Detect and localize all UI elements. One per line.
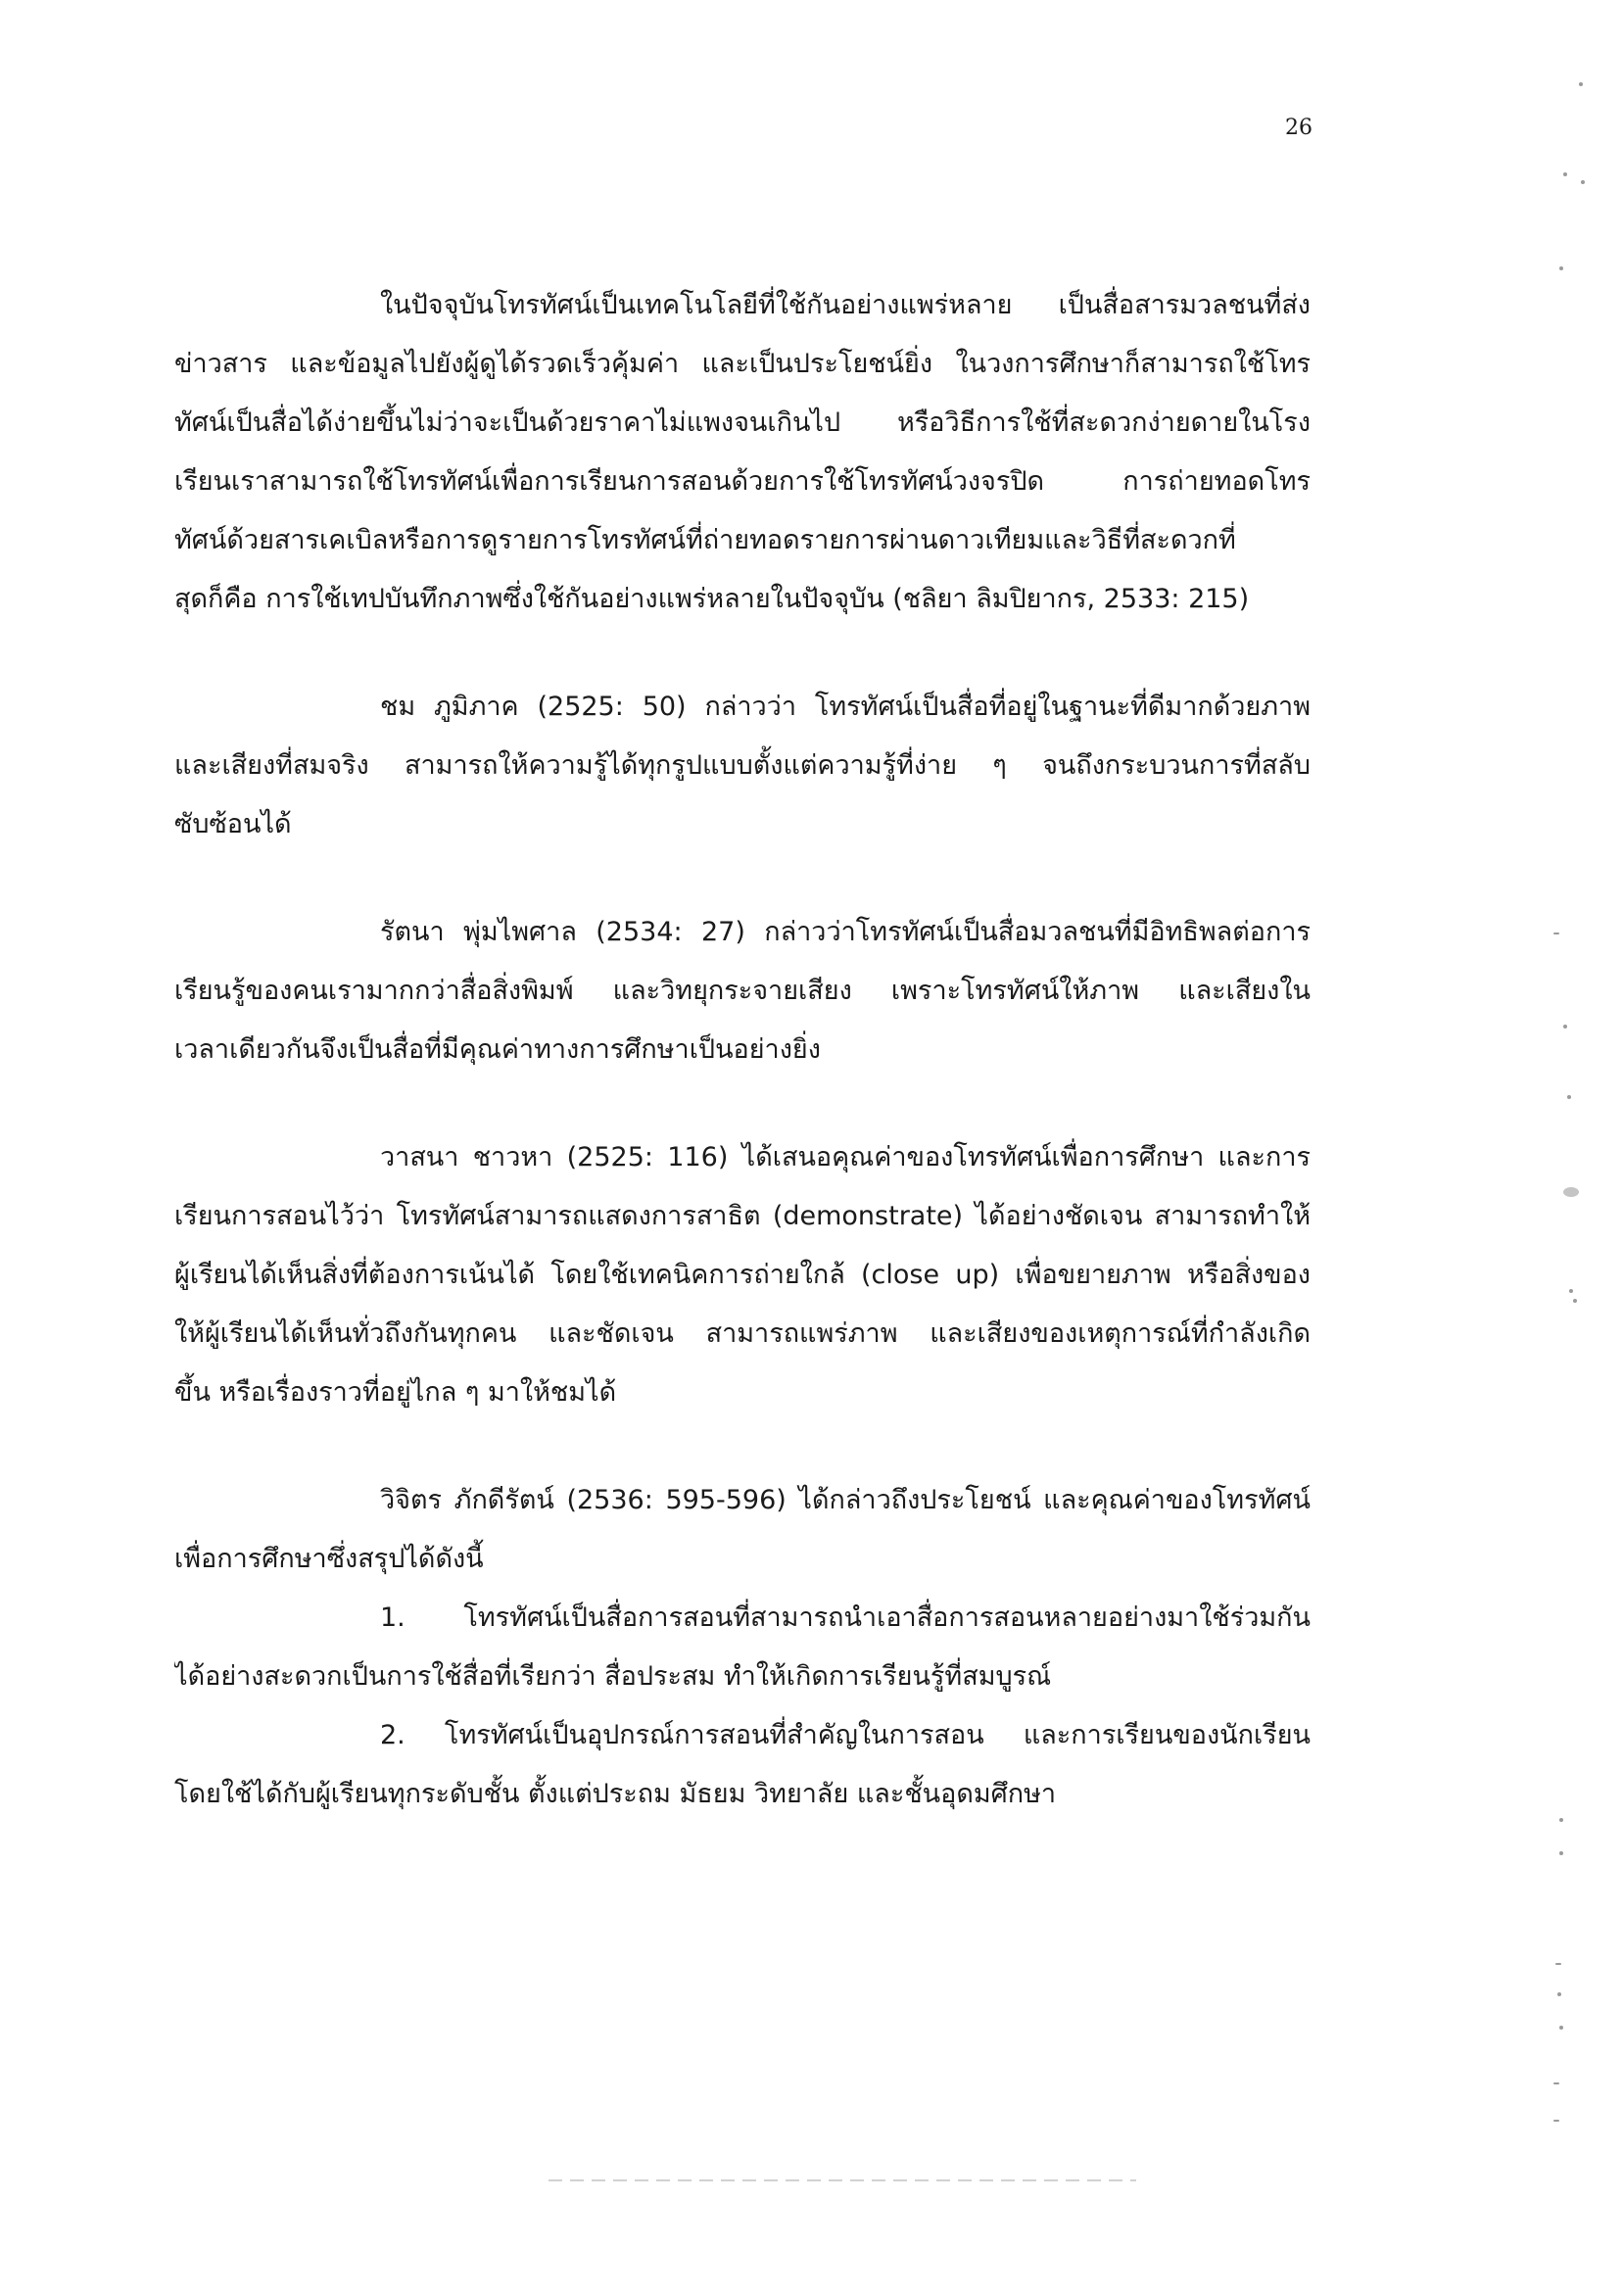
paragraph-line: ในปัจจุบันโทรทัศน์เป็นเทคโนโลยีที่ใช้กันอย่างแพร่หลาย เป็นสื่อสารมวลชนที่ส่ง <box>380 290 1311 320</box>
paragraph-line: ขึ้น หรือเรื่องราวที่อยู่ไกล ๆ มาให้ชมได้ <box>174 1377 617 1408</box>
scan-speck <box>1553 2120 1559 2122</box>
paragraph-3 <box>174 903 1311 1079</box>
paragraph-spacer <box>174 629 1311 678</box>
paragraph-line: เรียนรู้ของคนเรามากกว่าสื่อสิ่งพิมพ์ และวิทยุกระจายเสียง เพราะโทรทัศน์ให้ภาพ และเสียงใน <box>174 976 1311 1006</box>
scan-speck <box>1555 1963 1561 1965</box>
list-item-line: 1. โทรทัศน์เป็นสื่อการสอนที่สามารถนำเอาสื่อการสอนหลายอย่างมาใช้ร่วมกัน <box>380 1602 1311 1633</box>
list-item-1 <box>174 1589 1311 1706</box>
paragraph-line: และเสียงที่สมจริง สามารถให้ความรู้ได้ทุกรูปแบบตั้งแต่ความรู้ที่ง่าย ๆ จนถึงกระบวนการที่สลับ <box>174 750 1311 781</box>
scan-speck <box>1567 1095 1571 1099</box>
scan-speck <box>1579 82 1583 86</box>
scan-speck <box>1581 180 1585 184</box>
paragraph-line: เวลาเดียวกันจึงเป็นสื่อที่มีคุณค่าทางการศึกษาเป็นอย่างยิ่ง <box>174 1034 821 1065</box>
scan-speck <box>1559 266 1563 270</box>
paragraph-line: ให้ผู้เรียนได้เห็นทั่วถึงกันทุกคน และชัดเจน สามารถแพร่ภาพ และเสียงของเหตุการณ์ที่กำลังเกิด <box>174 1318 1311 1349</box>
paragraph-5 <box>174 1471 1311 1589</box>
scan-speck <box>1559 2026 1563 2030</box>
paragraph-spacer <box>174 1079 1311 1128</box>
list-item-line: ได้อย่างสะดวกเป็นการใช้สื่อที่เรียกว่า สื่อประสม ทำให้เกิดการเรียนรู้ที่สมบูรณ์ <box>174 1661 1052 1692</box>
paragraph-line: ทัศน์ด้วยสารเคเบิลหรือการดูรายการโทรทัศน์ที่ถ่ายทอดรายการผ่านดาวเทียมและวิธีที่สะดวกที่ <box>174 525 1236 555</box>
paragraph-line: วาสนา ชาวหา (2525: 116) ได้เสนอคุณค่าของโทรทัศน์เพื่อการศึกษา และการ <box>380 1142 1311 1172</box>
paragraph-1 <box>174 276 1311 629</box>
page-number: 26 <box>1285 116 1312 140</box>
paragraph-line: ผู้เรียนได้เห็นสิ่งที่ต้องการเน้นได้ โดยใช้เทคนิคการถ่ายใกล้ (close up) เพื่อขยายภาพ หรือสิ่งของ <box>174 1260 1311 1290</box>
paragraph-line: ทัศน์เป็นสื่อได้ง่ายขึ้นไม่ว่าจะเป็นด้วยราคาไม่แพงจนเกินไป หรือวิธีการใช้ที่สะดวกง่ายดายในโรง <box>174 407 1311 438</box>
paragraph-line: ซับซ้อนได้ <box>174 809 292 839</box>
paragraph-line: ข่าวสาร และข้อมูลไปยังผู้ดูได้รวดเร็วคุ้มค่า และเป็นประโยชน์ยิ่ง ในวงการศึกษาก็สามารถใช้โทร <box>174 349 1311 379</box>
paragraph-line: ชม ภูมิภาค (2525: 50) กล่าวว่า โทรทัศน์เป็นสื่อที่อยู่ในฐานะที่ดีมากด้วยภาพ <box>380 692 1311 722</box>
paragraph-line: เรียนการสอนไว้ว่า โทรทัศน์สามารถแสดงการสาธิต (demonstrate) ได้อย่างชัดเจน สามารถทำให้ <box>174 1201 1311 1231</box>
paragraph-line: เพื่อการศึกษาซึ่งสรุปได้ดังนี้ <box>174 1544 484 1574</box>
list-item-line: 2. โทรทัศน์เป็นอุปกรณ์การสอนที่สำคัญในการสอน และการเรียนของนักเรียน <box>380 1720 1311 1750</box>
scan-speck <box>1553 933 1559 934</box>
scan-smudge <box>1563 1187 1579 1197</box>
list-item-2 <box>174 1706 1311 1824</box>
scan-speck <box>1563 172 1567 176</box>
paragraph-2 <box>174 678 1311 854</box>
paragraph-spacer <box>174 854 1311 903</box>
paragraph-line: วิจิตร ภักดีรัตน์ (2536: 595-596) ได้กล่าวถึงประโยชน์ และคุณค่าของโทรทัศน์ <box>380 1485 1311 1515</box>
scan-speck <box>1573 1299 1577 1303</box>
scan-speck <box>1553 2082 1559 2084</box>
scan-speck <box>1569 1289 1573 1293</box>
paragraph-spacer <box>174 1422 1311 1471</box>
scan-speck <box>1557 1992 1561 1996</box>
bottom-scan-artifact <box>549 2179 1136 2181</box>
paragraph-line: รัตนา พุ่มไพศาล (2534: 27) กล่าวว่าโทรทัศน์เป็นสื่อมวลชนที่มีอิทธิพลต่อการ <box>380 917 1311 947</box>
scan-speck <box>1559 1818 1563 1822</box>
paragraph-4 <box>174 1128 1311 1422</box>
paragraph-line: สุดก็คือ การใช้เทปบันทึกภาพซึ่งใช้กันอย่างแพร่หลายในปัจจุบัน (ชลิยา ลิมปิยากร, 2533: 215) <box>174 584 1250 614</box>
body-text <box>174 276 1311 1824</box>
paragraph-line: เรียนเราสามารถใช้โทรทัศน์เพื่อการเรียนการสอนด้วยการใช้โทรทัศน์วงจรปิด การถ่ายทอดโทร <box>174 466 1311 497</box>
scan-speck <box>1559 1851 1563 1855</box>
scan-speck <box>1563 1025 1567 1028</box>
list-item-line: โดยใช้ได้กับผู้เรียนทุกระดับชั้น ตั้งแต่ประถม มัธยม วิทยาลัย และชั้นอุดมศึกษา <box>174 1779 1057 1809</box>
